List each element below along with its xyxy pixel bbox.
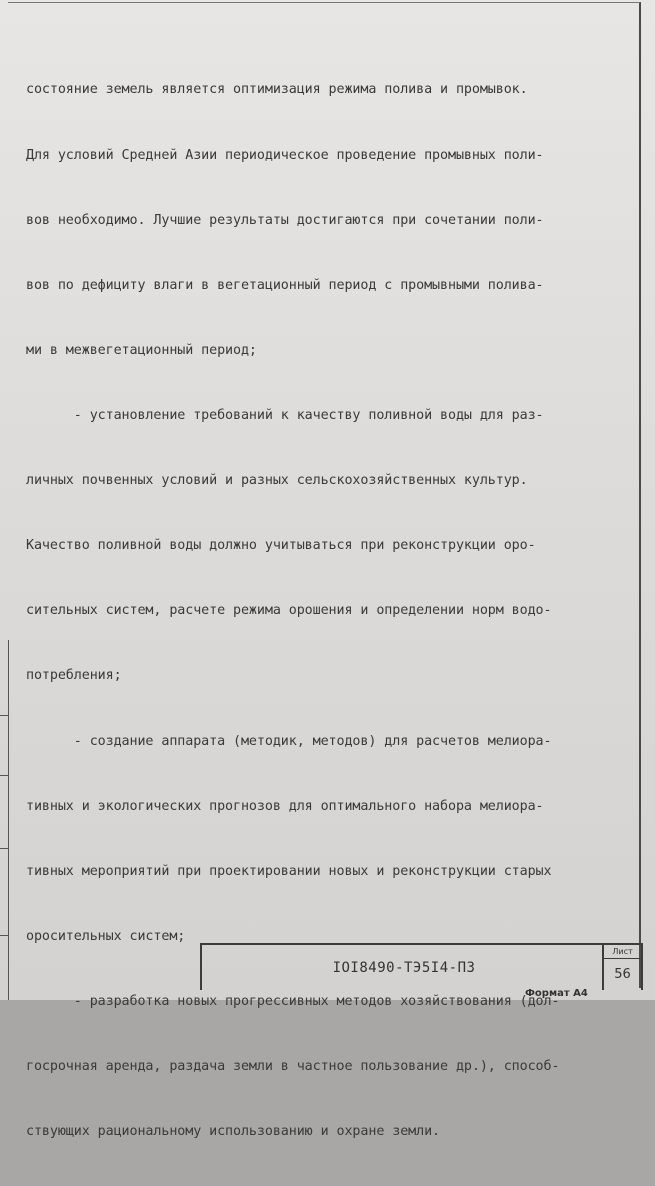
sheet-label: Лист: [604, 945, 641, 959]
text-line: - создание аппарата (методик, методов) для расчетов мелиора-: [26, 733, 552, 749]
text-line: личных почвенных условий и разных сельскохозяйственных культур.: [26, 473, 528, 489]
body-text: [26, 36, 631, 1186]
text-line: оросительных систем;: [26, 928, 186, 944]
text-line: вов по дефициту влаги в вегетационный период с промывными полива-: [26, 277, 544, 293]
text-line: - установление требований к качеству поливной воды для раз-: [26, 407, 544, 423]
format-label: Формат А4: [525, 988, 588, 999]
margin-tick: [0, 935, 9, 936]
sheet-cell: [602, 945, 641, 990]
margin-tick: [0, 775, 9, 776]
text-line: вов необходимо. Лучшие результаты достигаются при сочетании поли-: [26, 212, 544, 228]
text-line: потребления;: [26, 668, 122, 684]
binding-margin-line: [8, 640, 9, 1000]
text-line: ствующих рациональному использованию и охране земли.: [26, 1124, 441, 1140]
text-line: тивных и экологических прогнозов для оптимального набора мелиора-: [26, 798, 544, 814]
text-line: ми в межвегетационный период;: [26, 342, 257, 358]
text-line: госрочная аренда, раздача земли в частное пользование др.), способ-: [26, 1059, 560, 1075]
text-line: - разработка новых прогрессивных методов хозяйствования (дол-: [26, 993, 560, 1009]
text-line: сительных систем, расчете режима орошения и определении норм водо-: [26, 603, 552, 619]
text-line: Для условий Средней Азии периодическое проведение промывных поли-: [26, 147, 544, 163]
margin-tick: [0, 715, 9, 716]
sheet-number: 56: [614, 967, 631, 982]
title-block: [200, 943, 643, 990]
margin-tick: [0, 848, 9, 849]
text-line: тивных мероприятий при проектировании новых и реконструкции старых: [26, 863, 552, 879]
text-line: Качество поливной воды должно учитываться при реконструкции оро-: [26, 538, 536, 554]
document-code: IOI8490-ТЭ5I4-ПЗ: [332, 959, 476, 976]
text-line: состояние земель является оптимизация режима полива и промывок.: [26, 82, 528, 98]
